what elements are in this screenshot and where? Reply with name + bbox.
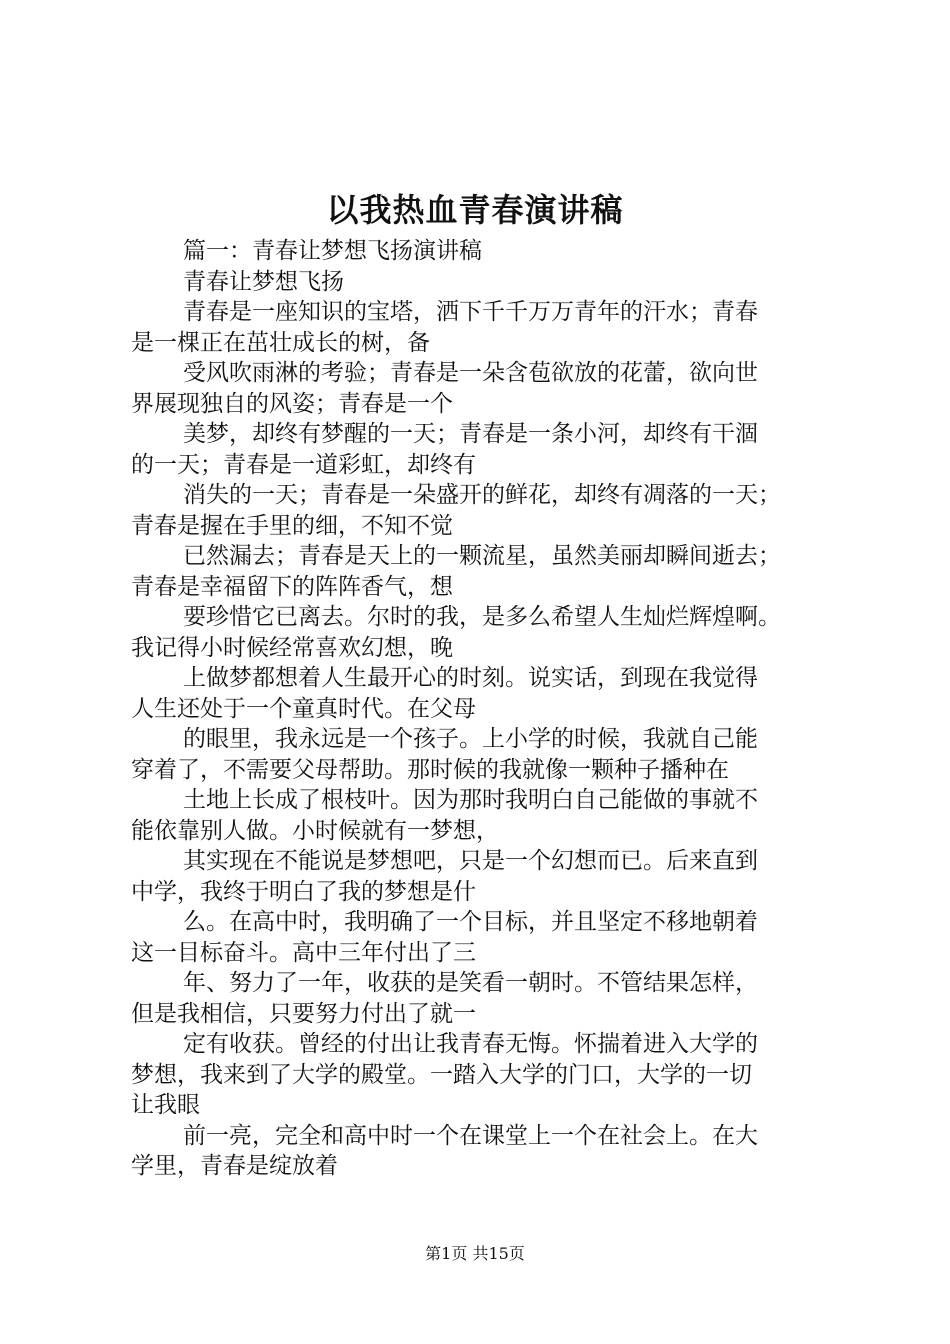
paragraph-line: 要珍惜它已离去。尔时的我，是多么希望人生灿烂辉煌啊。 bbox=[183, 604, 781, 630]
document-title: 以我热血青春演讲稿 bbox=[326, 191, 624, 229]
paragraph-line: 让我眼 bbox=[131, 1092, 200, 1118]
paragraph-line: 上做梦都想着人生最开心的时刻。说实话，到现在我觉得 bbox=[183, 665, 758, 691]
paragraph-line: 美梦，却终有梦醒的一天；青春是一条小河，却终有干涸 bbox=[183, 421, 758, 447]
paragraph-line: 穿着了，不需要父母帮助。那时候的我就像一颗种子播种在 bbox=[131, 756, 729, 783]
paragraph-line: 消失的一天；青春是一朵盛开的鲜花，却终有凋落的一天； bbox=[183, 482, 781, 508]
paragraph-line: 能依靠别人做。小时候就有一梦想， bbox=[131, 817, 499, 844]
paragraph-line: 定有收获。曾经的付出让我青春无悔。怀揣着进入大学的 bbox=[183, 1031, 758, 1057]
paragraph-line: 已然漏去；青春是天上的一颗流星，虽然美丽却瞬间逝去； bbox=[183, 543, 781, 569]
paragraph-line: 梦想，我来到了大学的殿堂。一踏入大学的门口，大学的一切 bbox=[131, 1061, 752, 1088]
paragraph-line: 这一目标奋斗。高中三年付出了三 bbox=[131, 939, 476, 966]
paragraph-line: 青春是幸福留下的阵阵香气，想 bbox=[131, 573, 453, 600]
paragraph-line: 是一棵正在茁壮成长的树，备 bbox=[131, 329, 430, 356]
paragraph-line: 学里，青春是绽放着 bbox=[131, 1153, 338, 1179]
paragraph-line: 土地上长成了根枝叶。因为那时我明白自己能做的事就不 bbox=[183, 787, 758, 813]
paragraph-line: 篇一：青春让梦想飞扬演讲稿 bbox=[183, 238, 482, 264]
paragraph-line: 前一亮，完全和高中时一个在课堂上一个在社会上。在大 bbox=[183, 1122, 758, 1149]
page-footer: 第1页 共15页 bbox=[425, 1244, 525, 1263]
paragraph-line: 界展现独自的风姿；青春是一个 bbox=[131, 390, 453, 417]
paragraph-line: 受风吹雨淋的考验；青春是一朵含苞欲放的花蕾，欲向世 bbox=[183, 360, 758, 386]
paragraph-line: 青春是一座知识的宝塔，洒下千千万万青年的汗水；青春 bbox=[183, 299, 758, 325]
paragraph-line: 年、努力了一年，收获的是笑看一朝时。不管结果怎样， bbox=[183, 970, 758, 996]
document-body bbox=[131, 236, 847, 1182]
paragraph-line: 的一天；青春是一道彩虹，却终有 bbox=[131, 451, 476, 478]
paragraph-line: 青春是握在手里的细，不知不觉 bbox=[131, 512, 453, 539]
paragraph-line: 中学，我终于明白了我的梦想是什 bbox=[131, 878, 476, 905]
paragraph-line: 么。在高中时，我明确了一个目标，并且坚定不移地朝着 bbox=[183, 909, 758, 935]
paragraph-line: 但是我相信，只要努力付出了就一 bbox=[131, 1000, 476, 1027]
paragraph-line: 青春让梦想飞扬 bbox=[183, 268, 344, 295]
paragraph-line: 其实现在不能说是梦想吧，只是一个幻想而已。后来直到 bbox=[183, 848, 758, 874]
paragraph-line: 人生还处于一个童真时代。在父母 bbox=[131, 695, 476, 722]
paragraph-line: 的眼里，我永远是一个孩子。上小学的时候，我就自己能 bbox=[183, 726, 758, 752]
paragraph-line: 我记得小时候经常喜欢幻想，晚 bbox=[131, 634, 453, 661]
